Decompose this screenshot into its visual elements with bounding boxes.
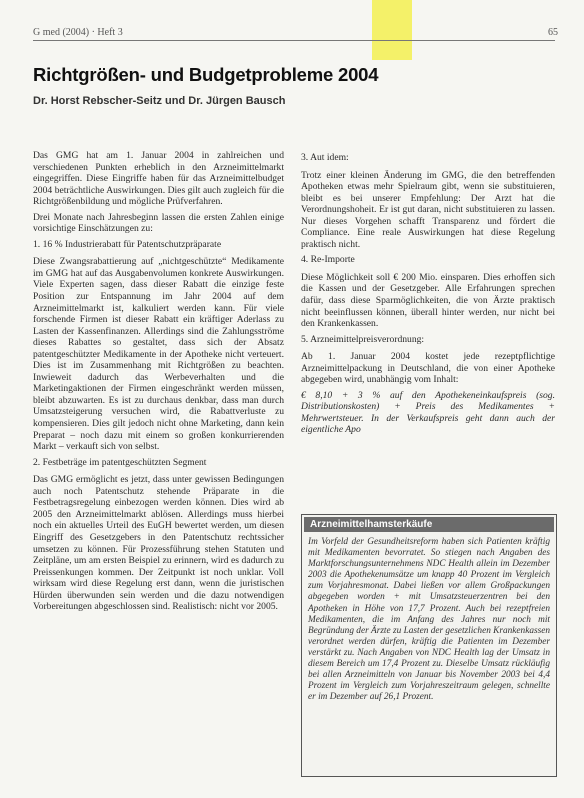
sticky-note xyxy=(372,0,412,60)
paragraph: Das GMG ermöglicht es jetzt, dass unter gewissen Bedingungen auch noch Patentschutz stehende Präparate in die Festbetragsregelung einbezogen werden können. Dies wird ab 2005 den Arzneimittelmarkt ablösen. Allerdings muss hierbei noch ein aktuelles Urteil des EuGH bewertet werden, um diesen Eingriff des Gesetzgebers in den Patentschutz rechtssicher umsetzen zu können. Für Prozessführung stehen Statuten und Zeitpläne, um am ersten Beispiel zu erinnern, wird es dadurch zu Preissenkungen kommen. Der Zeitpunkt ist noch unklar. Voll wirksam wird diese Regelung erst dann, wenn die juristischen Hürden überwunden sein werden und die dazu notwendigen Vorbereitungen abgeschlossen sind. Realistisch: nicht vor 2005. xyxy=(33,474,284,613)
paragraph: Ab 1. Januar 2004 kostet jede rezeptpflichtige Arzneimittelpackung in Deutschland, die von einer Apotheke abgegeben wird, unabhängig vom Inhalt: xyxy=(301,351,555,386)
sidebar-box-text: Im Vorfeld der Gesundheitsreform haben sich Patienten kräftig mit Medikamenten bevorratet. So stiegen nach Angaben des Marktforschungsunternehmens NDC Health allein im Dezember 2003 die Apothekenumsätze um knapp 40 Prozent im Vergleich zum Vorjahresmonat. Dabei ließen vor allem Großpackungen abgegeben worden + mit Umsatzsteuerzentren bei den Apotheken in Höhe von 17,7 Prozent. Auch bei rezeptfreien Medikamenten, die im Anfang des Jahres nur noch mit Begründung der Ärzte zu Lasten der gesetzlichen Krankenkassen verordnet werden dürfen, kräftig die Patienten im Dezember verstärkt zu. Nach Angaben von NDC Health lag der Umsatz in diesem Bereich um 17,4 Prozent zu. Dieselbe Umsatz rückläufig bei allen Arzneimitteln von Januar bis November 2003 bei 4,4 Prozent im Vergleich zum Vorjahreszeitraum gelegen, schnellte er im Dezember auf 26,1 Prozent. xyxy=(308,537,550,703)
paragraph: Das GMG hat am 1. Januar 2004 in zahlreichen und verschiedenen Punkten erheblich in den Arzneimittelmarkt eingegriffen. Diese Eingriffe haben für das Arzneimittelbudget 2004 beträchtliche Auswirkungen. Dies gilt auch zugleich für die Richtgrößenbildung und mögliche Prüfverfahren. xyxy=(33,150,284,208)
article-title: Richtgrößen- und Budgetprobleme 2004 xyxy=(33,64,379,85)
article-authors: Dr. Horst Rebscher-Seitz und Dr. Jürgen Bausch xyxy=(33,95,286,107)
paragraph: Trotz einer kleinen Änderung im GMG, die den betreffenden Apotheken etwas mehr Spielraum gibt, wenn sie substituieren, bleibt es bei unserer Empfehlung: Der Arzt hat die Verordnungshoheit. Er ist gut daran, nicht substituieren zu lassen. Nur dieses Vorgehen schafft Transparenz und fördert die Compliance. Eine reale Auswirkungen hat diese Regelung praktisch nicht. xyxy=(301,169,555,250)
section-heading: 3. Aut idem: xyxy=(301,152,349,163)
section-heading: 2. Festbeträge im patentgeschützten Segment xyxy=(33,456,207,468)
sidebar-box-title: Arzneimittelhamsterkäufe xyxy=(304,517,554,532)
paragraph: Diese Möglichkeit soll € 200 Mio. einsparen. Dies erhoffen sich die Kassen und der Gesetzgeber. Alle Erfahrungen sprechen dafür, dass diese Sparmöglichkeiten, die von Ärzte praktisch nicht beeinflussen können, überall hinter werden, nur nicht bei den Krankenkassen. xyxy=(301,271,555,330)
right-column xyxy=(301,150,555,440)
page-number: 65 xyxy=(548,27,558,38)
sidebar-box xyxy=(301,514,557,777)
section-heading: 5. Arzneimittelpreisverordnung: xyxy=(301,333,425,345)
paragraph: Diese Zwangsrabattierung auf „nichtgeschützte“ Medikamente im GMG hat auf das Ausgabenvolumen konkrete Auswirkungen. Viele Experten sagen, dass dieser Rabatt die einzige feste Position zur Entspannung im Jahr 2004 auf dem Arzneimittelmarkt ist, kalkuliert werden kann. Für viele forschende Firmen ist dieser Rabatt ein kräftiger Aderlass zu Lasten der Kassenfinanzen. Allerdings sind die Zahlungsströme dieses Rabattes so gestaltet, dass sich der Absatz patentgeschützter Medikamente in der Apotheke nicht verteuert. Dies ist im Zusammenhang mit Richtgrößen zu beachten. Inwieweit dadurch das Werbeverhalten und die Marketingaktionen der Firmen eingeschränkt werden müssen, bleibt abzuwarten. Es ist zu durchaus denkbar, dass man durch Umsatzsteigerung versuchen wird, die Rabattverluste zu kompensieren. Dies gilt jedoch nicht ohne Marketing, dann kein Preparat – noch dazu mit einem so großen konkurrierenden Markt – verkauft sich von selbst. xyxy=(33,256,284,453)
header-rule xyxy=(33,40,555,41)
section-heading: 4. Re-Importe xyxy=(301,254,355,266)
left-column xyxy=(33,150,284,617)
paragraph: Drei Monate nach Jahresbeginn lassen die ersten Zahlen einige vorsichtige Einschätzungen zu: xyxy=(33,211,284,235)
section-heading: 1. 16 % Industrierabatt für Patentschutzpräparate xyxy=(33,238,222,250)
running-head: G med (2004) · Heft 3 xyxy=(33,27,123,38)
paragraph: € 8,10 + 3 % auf den Apothekeneinkaufspreis (sog. Distributionskosten) + Preis des Medikamentes + Mehrwertsteuer. In der Verkaufspreis geht dann auch der eigentliche Apo xyxy=(301,389,555,436)
